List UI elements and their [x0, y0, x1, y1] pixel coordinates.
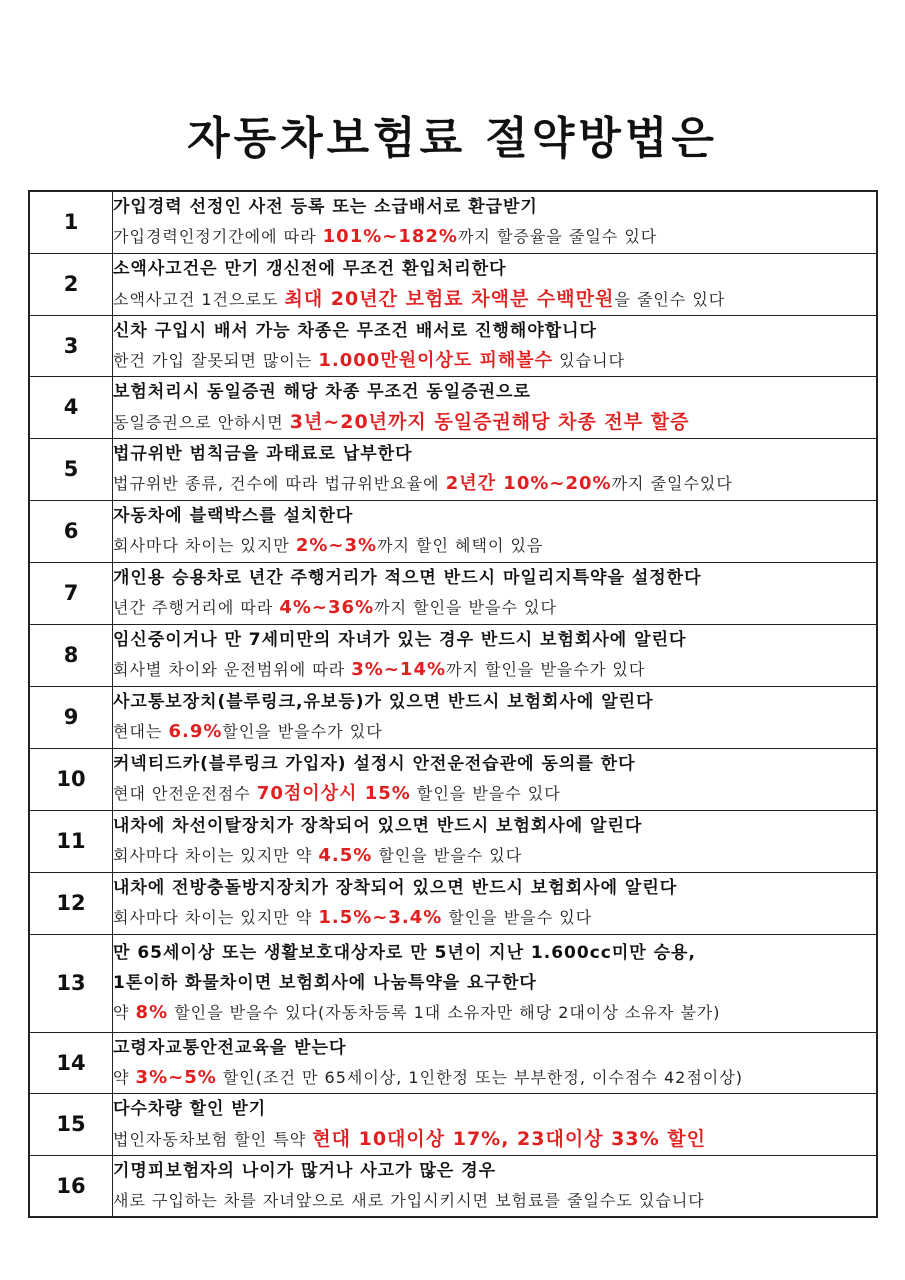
tip-description-text: 동일증권으로 안하시면	[113, 412, 290, 432]
tip-body	[113, 191, 878, 253]
tip-description-text: 소액사고건 1건으로도	[113, 289, 285, 309]
tip-number: 6	[29, 500, 113, 562]
tip-body	[113, 253, 878, 315]
tip-number: 1	[29, 191, 113, 253]
tip-number: 12	[29, 872, 113, 934]
tip-description-tail: 할인을 받을수 있다	[372, 846, 523, 865]
tip-heading: 만 65세이상 또는 생활보호대상자로 만 5년이 지난 1.600cc미만 승용,	[113, 943, 696, 963]
tip-description	[113, 655, 876, 685]
tip-heading: 자동차에 블랙박스를 설치한다	[113, 506, 354, 526]
tip-body	[113, 315, 878, 376]
tip-description-text: 법인자동차보험 할인 특약	[113, 1129, 313, 1149]
tip-description-text: 가입경력인정기간에에 따라	[113, 227, 323, 247]
tip-description	[113, 1124, 876, 1155]
tip-row	[29, 1093, 877, 1155]
tip-description-text: 약	[113, 1067, 136, 1087]
tip-highlight: 3%~5%	[135, 1066, 217, 1088]
tip-description-tail: 까지 할인을 받을수가 있다	[446, 660, 646, 679]
tip-description	[113, 779, 876, 809]
tip-row	[29, 253, 877, 315]
tip-description-tail: 까지 할인 혜택이 있음	[377, 536, 544, 555]
tip-description-tail: 있습니다	[553, 350, 625, 370]
tip-row	[29, 1155, 877, 1217]
tip-heading: 고령자교통안전교육을 받는다	[113, 1037, 347, 1058]
tip-heading: 소액사고건은 만기 갱신전에 무조건 환입처리한다	[113, 258, 507, 279]
tip-number: 13	[29, 934, 113, 1032]
tip-highlight: 6.9%	[168, 721, 223, 742]
tip-highlight: 3년~20년까지 동일증권해당 차종 전부 할증	[289, 410, 690, 433]
tip-heading-continued: 1톤이하 화물차이면 보험회사에 나눔특약을 요구한다	[113, 973, 537, 993]
tip-description	[113, 346, 876, 376]
tip-number: 9	[29, 686, 113, 748]
tip-heading: 내차에 차선이탈장치가 장착되어 있으면 반드시 보험회사에 알린다	[113, 816, 643, 836]
tip-row	[29, 500, 877, 562]
tip-number: 5	[29, 438, 113, 500]
tip-row	[29, 934, 877, 1032]
tip-heading: 법규위반 범칙금을 과태료로 납부한다	[113, 444, 413, 464]
tip-description	[113, 841, 876, 871]
tip-body	[113, 810, 878, 872]
tip-number: 14	[29, 1032, 113, 1093]
tip-heading: 가입경력 선정인 사전 등록 또는 소급배서로 환급받기	[113, 197, 538, 218]
tip-highlight: 2년간 10%~20%	[445, 473, 612, 494]
page-title: 자동차보험료 절약방법은	[187, 113, 718, 164]
tip-highlight: 현대 10대이상 17%, 23대이상 33% 할인	[312, 1127, 706, 1150]
tip-description-text: 현대는	[113, 722, 169, 741]
tip-description-tail: 을 줄인수 있다	[614, 289, 726, 309]
tip-row	[29, 624, 877, 686]
tip-number: 2	[29, 253, 113, 315]
tip-number: 15	[29, 1093, 113, 1155]
tip-heading: 기명피보험자의 나이가 많거나 사고가 많은 경우	[113, 1160, 497, 1181]
tip-description-text: 약	[113, 1003, 136, 1022]
tip-heading: 신차 구입시 배서 가능 차종은 무조건 배서로 진행해야합니다	[113, 320, 597, 341]
tip-number: 10	[29, 748, 113, 810]
tip-highlight: 최대 20년간 보험료 차액분 수백만원	[284, 287, 615, 310]
tip-highlight: 8%	[135, 1002, 169, 1023]
tip-description-tail: 까지 할증율을 줄일수 있다	[457, 227, 658, 247]
tip-body	[113, 500, 878, 562]
tip-description-tail: 할인을 받을수 있다(자동차등록 1대 소유자만 해당 2대이상 소유자 불가)	[168, 1003, 721, 1022]
tip-body	[113, 748, 878, 810]
tip-highlight: 4%~36%	[279, 597, 375, 618]
tip-heading: 임신중이거나 만 7세미만의 자녀가 있는 경우 반드시 보험회사에 알린다	[113, 630, 687, 650]
tip-description-text: 회사마다 차이는 있지만 약	[113, 908, 319, 927]
tip-description-tail: 할인을 받을수 있다	[410, 784, 561, 803]
tip-heading: 개인용 승용차로 년간 주행거리가 적으면 반드시 마일리지특약을 설정한다	[113, 568, 702, 588]
tip-description-tail: 할인을 받을수 있다	[442, 908, 593, 927]
tip-description	[113, 284, 876, 315]
tip-body	[113, 1155, 878, 1217]
tip-description-tail: 할인(조건 만 65세이상, 1인한정 또는 부부한정, 이수점수 42점이상)	[216, 1067, 743, 1087]
tip-heading: 사고통보장치(블루링크,유보등)가 있으면 반드시 보험회사에 알린다	[113, 692, 654, 712]
tip-description-text: 년간 주행거리에 따라	[113, 598, 280, 617]
tip-description	[113, 407, 876, 438]
tip-body	[113, 1093, 878, 1155]
tip-number: 7	[29, 562, 113, 624]
tip-highlight: 3%~14%	[351, 659, 447, 680]
tip-description-text: 회사마다 차이는 있지만	[113, 536, 296, 555]
tip-description-text: 법규위반 종류, 건수에 따라 법규위반요율에	[113, 474, 446, 493]
tip-body	[113, 376, 878, 438]
tip-body	[113, 686, 878, 748]
tip-description-tail: 까지 줄일수있다	[611, 474, 733, 493]
tip-number: 3	[29, 315, 113, 376]
tip-description	[113, 531, 876, 561]
tip-description-text: 회사마다 차이는 있지만 약	[113, 846, 319, 865]
tip-row	[29, 376, 877, 438]
tip-number: 16	[29, 1155, 113, 1217]
tip-description-tail: 까지 할인을 받을수 있다	[374, 598, 557, 617]
tip-highlight: 1.000만원이상도 피해볼수	[318, 349, 554, 371]
tip-row	[29, 872, 877, 934]
tip-number: 11	[29, 810, 113, 872]
tip-description-text: 한건 가입 잘못되면 많이는	[113, 350, 319, 370]
tip-heading: 내차에 전방충돌방지장치가 장착되어 있으면 반드시 보험회사에 알린다	[113, 878, 678, 898]
tip-row	[29, 438, 877, 500]
tip-description-text: 회사별 차이와 운전범위에 따라	[113, 660, 352, 679]
tip-row	[29, 748, 877, 810]
tip-description	[113, 593, 876, 623]
tip-number: 8	[29, 624, 113, 686]
tip-body	[113, 1032, 878, 1093]
tip-row	[29, 315, 877, 376]
tip-heading: 커넥티드카(블루링크 가입자) 설정시 안전운전습관에 동의를 한다	[113, 754, 636, 774]
tip-row	[29, 686, 877, 748]
tip-highlight: 70점이상시 15%	[256, 783, 411, 804]
tip-description	[113, 998, 876, 1028]
tip-description-text: 새로 구입하는 차를 자녀앞으로 새로 가입시키시면 보험료를 줄일수도 있습니다	[113, 1190, 705, 1210]
tip-highlight: 4.5%	[318, 845, 373, 866]
tip-description	[113, 903, 876, 933]
tip-row	[29, 191, 877, 253]
tip-heading: 보험처리시 동일증권 해당 차종 무조건 동일증권으로	[113, 381, 531, 402]
tip-body	[113, 624, 878, 686]
tip-description-tail: 할인을 받을수가 있다	[222, 722, 383, 741]
tip-description-text: 현대 안전운전점수	[113, 784, 257, 803]
tip-highlight: 1.5%~3.4%	[318, 907, 443, 928]
tip-highlight: 2%~3%	[295, 535, 378, 556]
tip-body	[113, 562, 878, 624]
tip-heading: 다수차량 할인 받기	[113, 1098, 267, 1119]
tip-row	[29, 562, 877, 624]
tip-highlight: 101%~182%	[322, 226, 458, 248]
tip-description	[113, 717, 876, 747]
tip-description	[113, 222, 876, 252]
tip-number: 4	[29, 376, 113, 438]
tip-description	[113, 469, 876, 499]
tip-description	[113, 1063, 876, 1093]
tip-body	[113, 872, 878, 934]
tip-body	[113, 438, 878, 500]
tip-body	[113, 934, 878, 1032]
tips-table	[28, 190, 878, 1218]
tip-description	[113, 1186, 876, 1216]
tip-row	[29, 1032, 877, 1093]
tip-row	[29, 810, 877, 872]
